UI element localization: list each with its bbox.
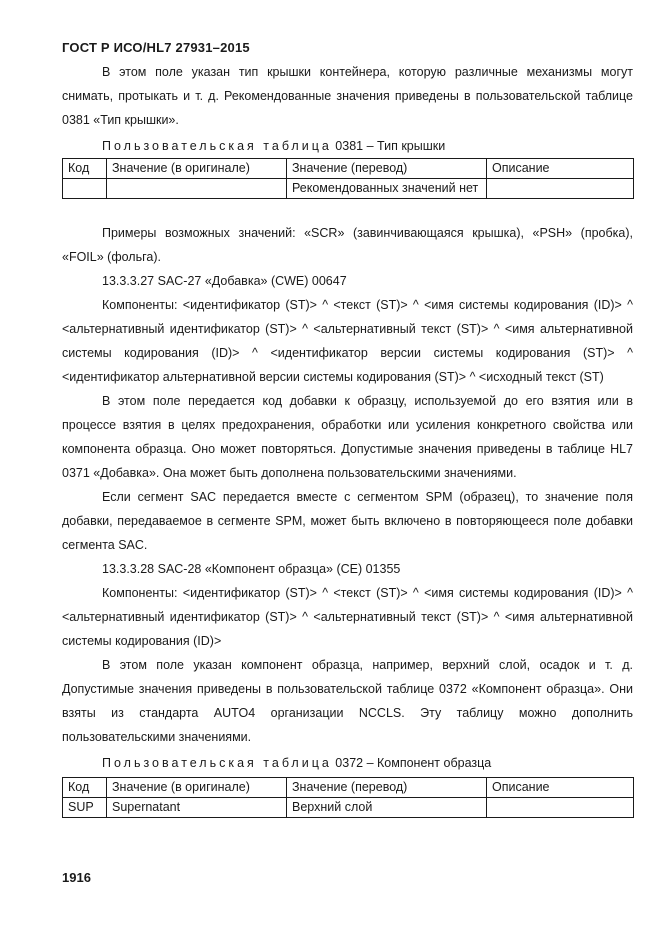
table-0372-caption — [62, 751, 633, 775]
paragraph-sac-spm: Если сегмент SAC передается вместе с сегментом SPM (образец), то значение поля добавки, передаваемое в сегменте SPM, может быть включено в повторяющееся поле добавки сегмента SAC. — [62, 490, 633, 552]
paragraph-components-sac27: Компоненты: <идентификатор (ST)> ^ <текст (ST)> ^ <имя системы кодирования (ID)> ^ <альтернативный идентификатор (ST)> ^ <альтернативный текст (ST)> ^ <имя альтернативной системы кодирования (ID)> ^ <идентификатор версии системы кодирования (ST)> ^ <идентификатор альтернативной версии системы кодирования (ST)> ^ <исходный текст (ST) — [62, 298, 633, 384]
header-description: Описание — [487, 778, 634, 798]
header-original: Значение (в оригинале) — [107, 778, 287, 798]
paragraph-lid-type: В этом поле указан тип крышки контейнера, которую различные механизмы могут снимать, протыкать и т. д. Рекомендованные значения приведены в пользовательской таблице 0381 «Тип крышки». — [62, 65, 633, 127]
cell-code — [63, 179, 107, 199]
section-heading-sac28: 13.3.3.28 SAC-28 «Компонент образца» (CE) 01355 — [102, 562, 401, 576]
paragraph-additive-desc: В этом поле передается код добавки к образцу, используемой до его взятия или в процессе взятия в целях предохранения, обработки или усиления конкретного свойства или компонента образца. Оно может повторяться. Допустимые значения приведены в таблице HL7 0371 «Добавка». Она может быть дополнена пользовательскими значениями. — [62, 394, 633, 480]
caption-rest: 0381 – Тип крышки — [331, 139, 446, 153]
cell-translation: Рекомендованных значений нет — [287, 179, 487, 199]
header-code: Код — [63, 778, 107, 798]
table-header-row — [63, 159, 634, 179]
cell-original — [107, 179, 287, 199]
header-original: Значение (в оригинале) — [107, 159, 287, 179]
cell-original: Supernatant — [107, 798, 287, 818]
paragraph-examples: Примеры возможных значений: «SCR» (завинчивающаяся крышка), «PSH» (пробка), «FOIL» (фольга). — [62, 226, 633, 264]
paragraph-specimen-component: В этом поле указан компонент образца, например, верхний слой, осадок и т. д. Допустимые значения приведены в пользовательской таблице 0372 «Компонент образца». Они взяты из стандарта AUTO4 организации NCCLS. Эту таблицу можно дополнить пользовательскими значениями. — [62, 658, 633, 744]
cell-description — [487, 179, 634, 199]
paragraph-components-sac28: Компоненты: <идентификатор (ST)> ^ <текст (ST)> ^ <имя системы кодирования (ID)> ^ <альтернативный идентификатор (ST)> ^ <альтернативный текст (ST)> ^ <имя альтернативной системы кодирования (ID)> — [62, 586, 633, 648]
table-row — [63, 798, 634, 818]
header-description: Описание — [487, 159, 634, 179]
header-translation: Значение (перевод) — [287, 159, 487, 179]
caption-prefix: Пользовательская таблица — [102, 756, 332, 770]
caption-rest: 0372 – Компонент образца — [331, 756, 492, 770]
header-code: Код — [63, 159, 107, 179]
table-header-row — [63, 778, 634, 798]
document-header: ГОСТ Р ИСО/HL7 27931–2015 — [62, 40, 250, 55]
cell-translation: Верхний слой — [287, 798, 487, 818]
cell-code: SUP — [63, 798, 107, 818]
page-number: 1916 — [62, 870, 91, 885]
caption-prefix: Пользовательская таблица — [102, 139, 332, 153]
table-0381-caption — [62, 134, 633, 158]
page-content — [62, 60, 633, 818]
table-0381 — [62, 158, 634, 199]
cell-description — [487, 798, 634, 818]
section-heading-sac27: 13.3.3.27 SAC-27 «Добавка» (CWE) 00647 — [102, 274, 347, 288]
table-0372 — [62, 777, 634, 818]
header-translation: Значение (перевод) — [287, 778, 487, 798]
table-row — [63, 179, 634, 199]
